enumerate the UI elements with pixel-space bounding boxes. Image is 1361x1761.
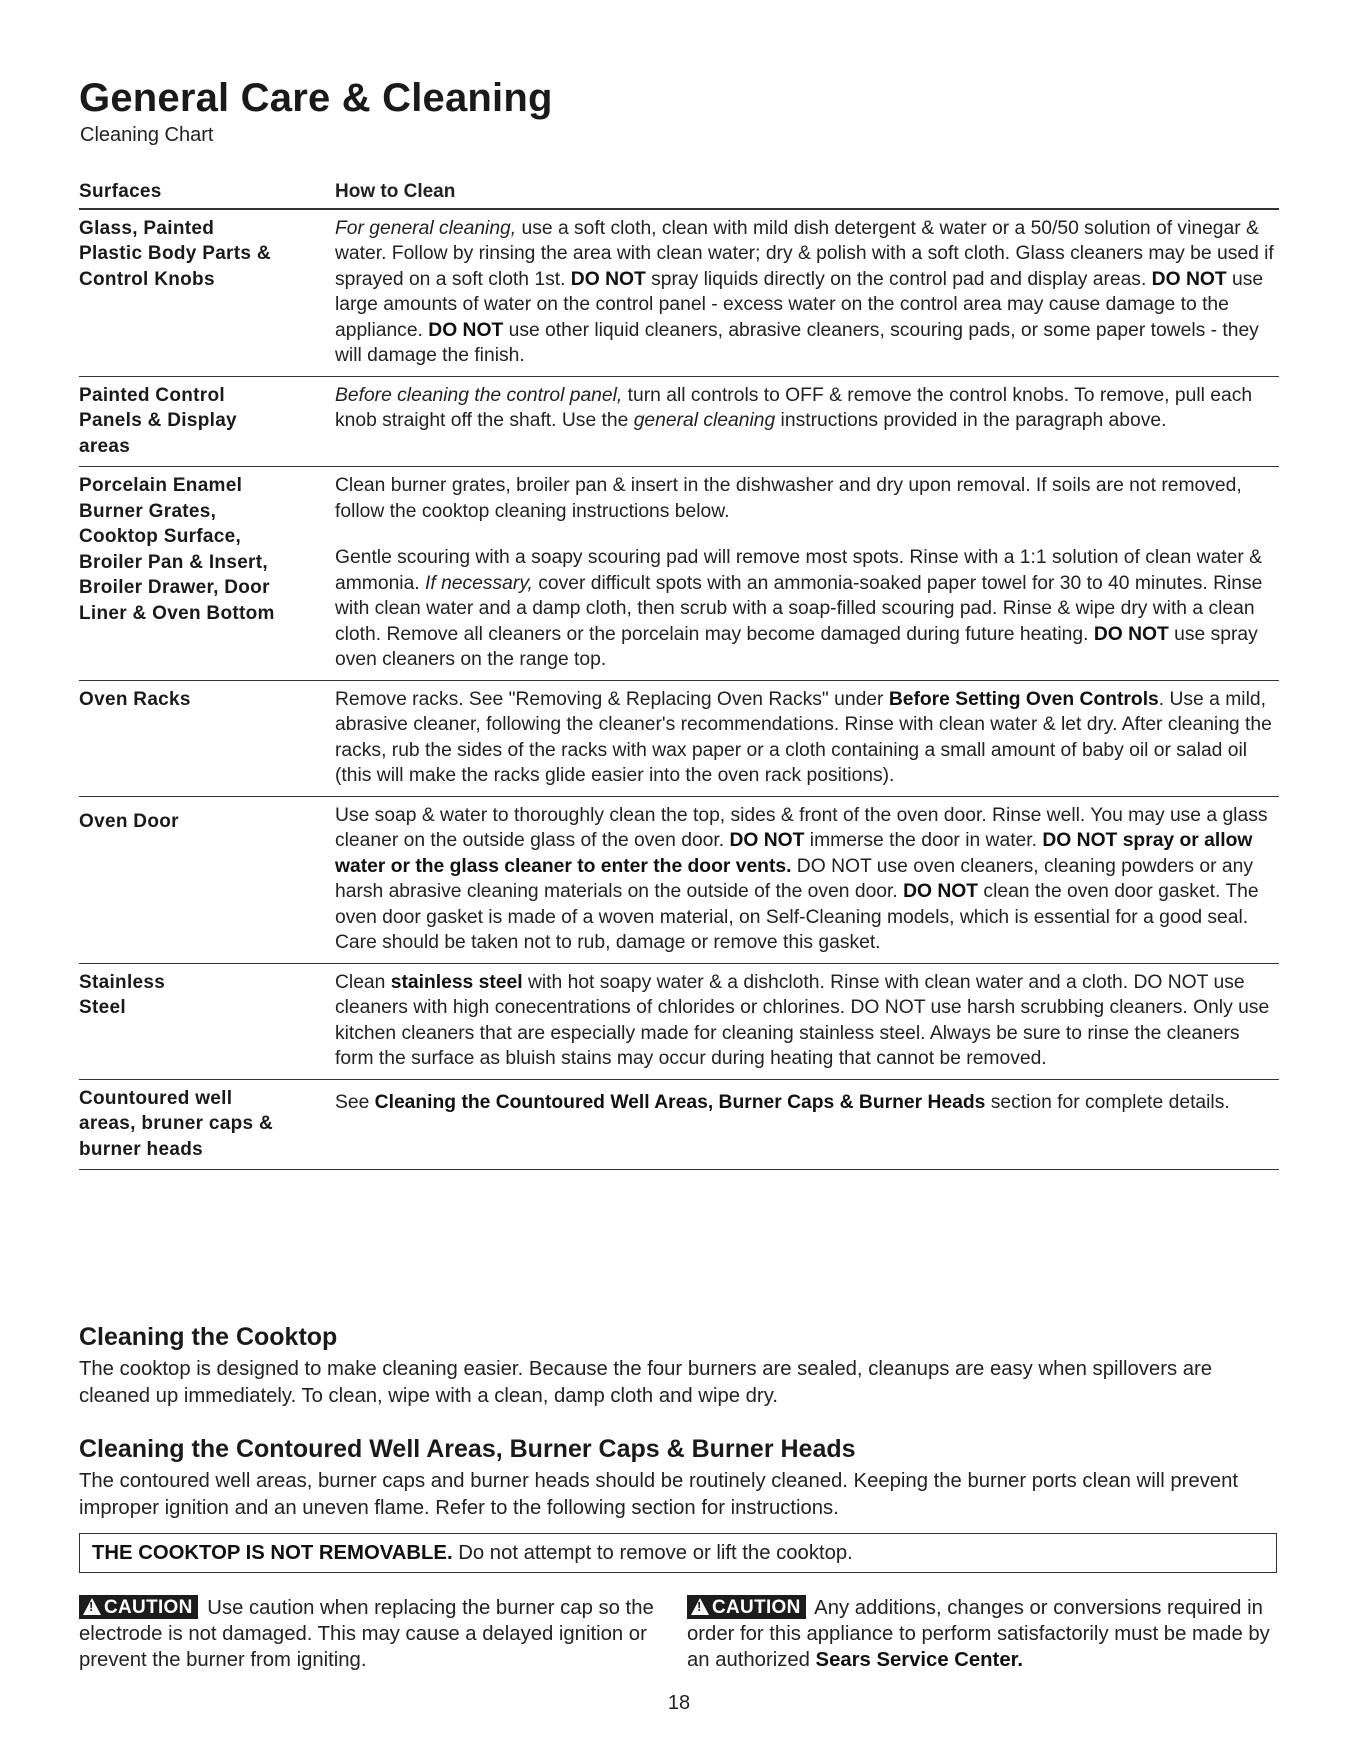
surface-cell — [79, 383, 335, 460]
section-text: The cooktop is designed to make cleaning easier. Because the four burners are sealed, cleanups are easy when spillovers are cleaned up immediately. To clean, wipe with a clean, damp cloth and wipe dry. — [79, 1358, 1213, 1407]
instructions-text: Use soap & water to thoroughly clean the top, sides & front of the oven door. Rinse well. You may use a glass cleaner on the outside glass of the oven door. DO NOT immerse the door in water. DO NOT spray or allow water or the glass cleaner to enter the door vents. DO NOT use oven cleaners, cleaning powders or any harsh abrasive cleaning materials on the outside of the oven door. DO NOT clean the oven door gasket. The oven door gasket is made of a woven material, on Self-Cleaning models, which is essential for a good seal. Care should be taken not to rub, damage or remove this gasket. — [335, 804, 1268, 953]
section-contoured-well — [79, 1435, 1279, 1522]
surface-line: Steel — [79, 997, 126, 1018]
page-subtitle: Cleaning Chart — [80, 124, 214, 146]
chart-row-porcelain — [79, 467, 1279, 681]
note-text: Do not attempt to remove or lift the cooktop. — [452, 1542, 853, 1564]
surface-line: Broiler Drawer, Door — [79, 577, 270, 598]
warning-triangle-icon — [691, 1598, 709, 1615]
caution-bold: Sears Service Center. — [815, 1649, 1024, 1671]
surface-line: Liner & Oven Bottom — [79, 602, 275, 624]
caution-right — [687, 1595, 1279, 1673]
cooktop-note-box — [79, 1533, 1277, 1573]
chart-header-surfaces: Surfaces — [79, 181, 162, 202]
caution-text: Any additions, changes or conversions required in order for this appliance to perform satisfactorily must be made by an authorized — [687, 1597, 1270, 1671]
chart-row-stainless — [79, 964, 1279, 1080]
surface-line: Stainless — [79, 971, 166, 993]
instructions-cell — [335, 383, 1279, 460]
chart-row-contoured-well — [79, 1080, 1279, 1171]
section-heading: Cleaning the Contoured Well Areas, Burner Caps & Burner Heads — [79, 1435, 856, 1463]
section-text: The contoured well areas, burner caps and burner heads should be routinely cleaned. Keeping the burner ports clean will prevent improper ignition and an uneven flame. Refer to the following section for instructions. — [79, 1470, 1239, 1519]
caution-text: Use caution when replacing the burner cap so the electrode is not damaged. This may cause a delayed ignition or prevent the burner from igniting. — [79, 1597, 654, 1671]
surface-line: Painted Control — [79, 384, 225, 406]
caution-left — [79, 1595, 659, 1673]
surface-line: areas — [79, 435, 131, 457]
surface-cell — [79, 473, 335, 673]
chart-header — [79, 170, 1279, 210]
chart-row-glass — [79, 210, 1279, 377]
instructions-cell — [335, 803, 1279, 956]
section-heading: Cleaning the Cooktop — [79, 1323, 338, 1351]
surface-line: Oven Racks — [79, 688, 191, 710]
instructions-text: For general cleaning, use a soft cloth, clean with mild dish detergent & water or a 50/50 solution of vinegar & water. Follow by rinsing the area with clean water; dry & polish with a soft cloth. Glass cleaners may be used if sprayed on a soft cloth 1st. DO NOT spray liquids directly on the control pad and display areas. DO NOT use large amounts of water on the control panel - excess water on the control area may cause damage to the appliance. DO NOT use other liquid cleaners, abrasive cleaners, scouring pads, or some paper towels - they will damage the finish. — [335, 217, 1274, 366]
chart-row-control-panels — [79, 377, 1279, 468]
page-number: 18 — [667, 1692, 691, 1714]
surface-line: Countoured well — [79, 1087, 233, 1109]
surface-line: Glass, Painted — [79, 217, 215, 239]
cleaning-chart — [79, 170, 1279, 1170]
instructions-text: Clean burner grates, broiler pan & insert in the dishwasher and dry upon removal. If soils are not removed, follow the cooktop cleaning instructions below. — [335, 475, 1242, 522]
surface-cell — [79, 216, 335, 369]
surface-line: areas, bruner caps & — [79, 1113, 273, 1134]
warning-triangle-icon — [83, 1598, 101, 1615]
note-bold: THE COOKTOP IS NOT REMOVABLE. — [92, 1542, 453, 1564]
instructions-text: Clean stainless steel with hot soapy water & a dishcloth. Rinse with clean water and a cloth. DO NOT use cleaners with high conecentrations of chlorides or chlorines. DO NOT use harsh scrubbing cleaners. Only use kitchen cleaners that are especially made for cleaning stainless steel. Always be sure to rinse the cleaners form the surface as bluish stains may occur during heating that cannot be removed. — [335, 971, 1270, 1069]
instructions-text: Gentle scouring with a soapy scouring pad will remove most spots. Rinse with a 1:1 solution of clean water & ammonia. If necessary, cover difficult spots with an ammonia-soaked paper towel for 30 to 40 minutes. Rinse with clean water and a damp cloth, then scrub with a soap-filled scouring pad. Rinse & wipe dry with a clean cloth. Remove all cleaners or the porcelain may become damaged during future heating. DO NOT use spray oven cleaners on the range top. — [335, 547, 1263, 670]
surface-cell — [79, 1086, 335, 1163]
surface-line: Cooktop Surface, — [79, 526, 242, 547]
section-cleaning-cooktop — [79, 1323, 1279, 1410]
chart-row-oven-racks — [79, 681, 1279, 797]
chart-row-oven-door — [79, 797, 1279, 964]
caution-badge: !CAUTION — [79, 1595, 198, 1619]
surface-line: Broiler Pan & Insert, — [79, 551, 268, 573]
instructions-cell — [335, 216, 1279, 369]
surface-cell — [79, 970, 335, 1072]
surface-line: Plastic Body Parts & — [79, 243, 271, 264]
surface-line: Control Knobs — [79, 268, 215, 290]
instructions-cell — [335, 687, 1279, 789]
instructions-cell — [335, 1086, 1279, 1163]
surface-line: Porcelain Enamel — [79, 475, 243, 496]
surface-line: Panels & Display — [79, 410, 237, 431]
page-title: General Care & Cleaning — [79, 76, 553, 120]
surface-line: Oven Door — [79, 810, 179, 832]
surface-line: burner heads — [79, 1138, 203, 1160]
surface-line: Burner Grates, — [79, 500, 217, 522]
instructions-text: Remove racks. See "Removing & Replacing Oven Racks" under Before Setting Oven Controls. Use a mild, abrasive cleaner, following the cleaner's recommendations. Rinse with clean water & let dry. After cleaning the racks, rub the sides of the racks with wax paper or a cloth containing a small amount of baby oil or salad oil (this will make the racks glide easier into the oven rack positions). — [335, 688, 1272, 786]
instructions-text: See Cleaning the Countoured Well Areas, Burner Caps & Burner Heads section for complete details. — [335, 1091, 1230, 1113]
chart-header-how-to-clean: How to Clean — [335, 181, 456, 202]
instructions-cell — [335, 970, 1279, 1072]
surface-cell — [79, 803, 335, 956]
surface-cell — [79, 687, 335, 789]
instructions-cell — [335, 473, 1279, 673]
instructions-text: Before cleaning the control panel, turn all controls to OFF & remove the control knobs. To remove, pull each knob straight off the shaft. Use the general cleaning instructions provided in the paragraph above. — [335, 384, 1253, 431]
caution-badge: !CAUTION — [687, 1595, 806, 1619]
